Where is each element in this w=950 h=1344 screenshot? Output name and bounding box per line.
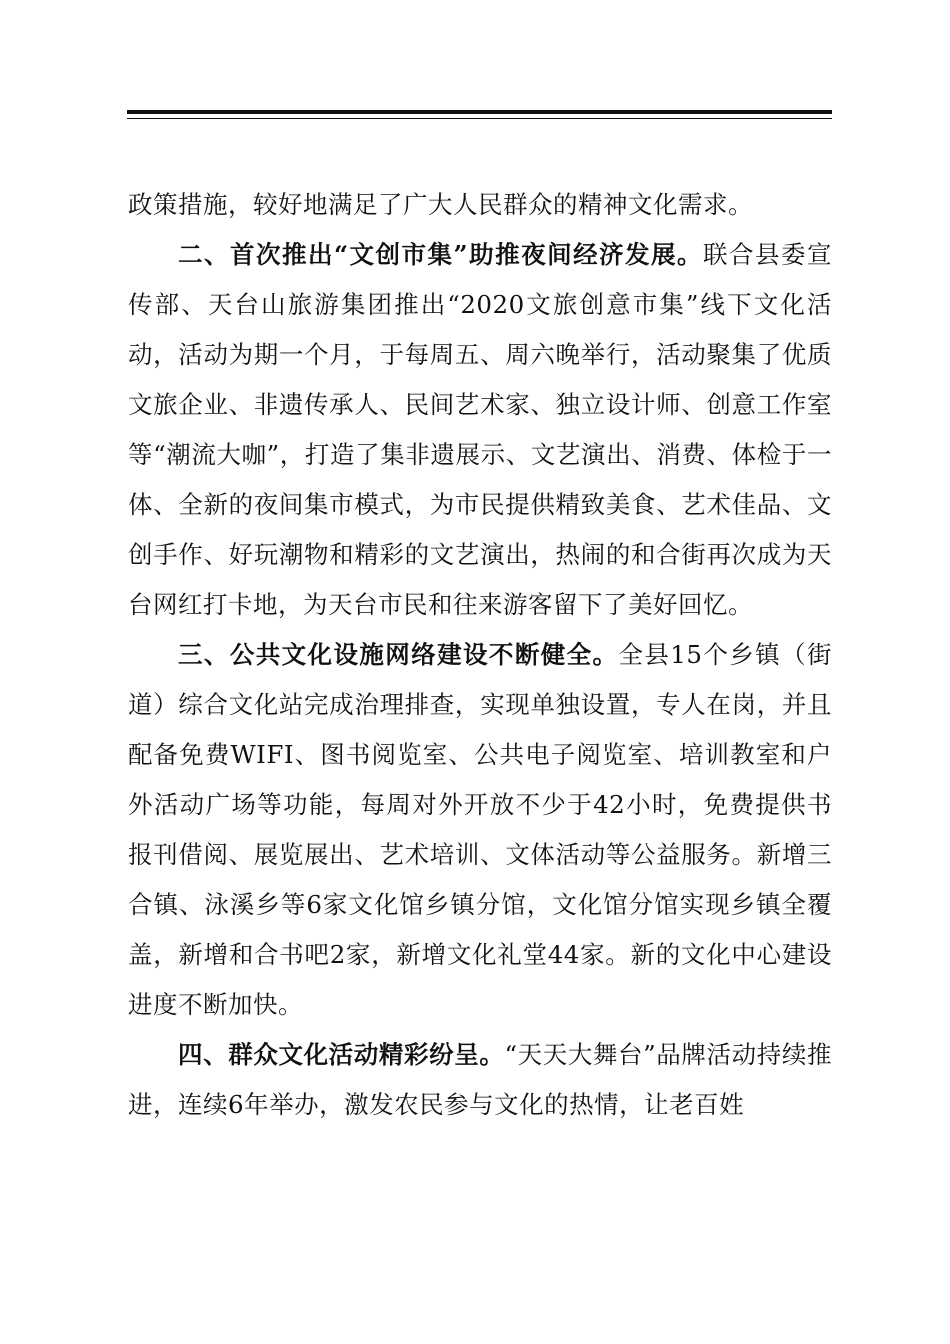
paragraph-continuation <box>128 180 832 230</box>
document-body <box>128 180 832 1130</box>
section-heading: 四、群众文化活动精彩纷呈。 <box>178 1040 505 1069</box>
header-double-rule-thick <box>127 110 832 114</box>
paragraph-section-4 <box>128 1030 832 1130</box>
section-heading: 二、首次推出“文创市集”助推夜间经济发展。 <box>178 240 704 269</box>
paragraph-section-2 <box>128 230 832 630</box>
paragraph-text: 联合县委宣传部、天台山旅游集团推出“2020文旅创意市集”线下文化活动，活动为期一个月，于每周五、周六晚举行，活动聚集了优质文旅企业、非遗传承人、民间艺术家、独立设计师、创意工作室等“潮流大咖”，打造了集非遗展示、文艺演出、消费、体检于一体、全新的夜间集市模式，为市民提供精致美食、艺术佳品、文创手作、好玩潮物和精彩的文艺演出，热闹的和合街再次成为天台网红打卡地，为天台市民和往来游客留下了美好回忆。 <box>128 240 833 619</box>
paragraph-text: “天天大舞台”品牌活动持续推进，连续6年举办，激发农民参与文化的热情，让老百姓 <box>128 1040 832 1119</box>
section-heading: 三、公共文化设施网络建设不断健全。 <box>178 640 619 669</box>
paragraph-text: 政策措施，较好地满足了广大人民群众的精神文化需求。 <box>128 190 753 219</box>
paragraph-section-3 <box>128 630 832 1030</box>
paragraph-text: 全县15个乡镇（街道）综合文化站完成治理排查，实现单独设置，专人在岗，并且配备免费WIFI、图书阅览室、公共电子阅览室、培训教室和户外活动广场等功能，每周对外开放不少于42小时，免费提供书报刊借阅、展览展出、艺术培训、文体活动等公益服务。新增三合镇、泳溪乡等6家文化馆乡镇分馆，文化馆分馆实现乡镇全覆盖，新增和合书吧2家，新增文化礼堂44家。新的文化中心建设进度不断加快。 <box>128 640 832 1019</box>
header-double-rule-thin <box>127 118 832 119</box>
